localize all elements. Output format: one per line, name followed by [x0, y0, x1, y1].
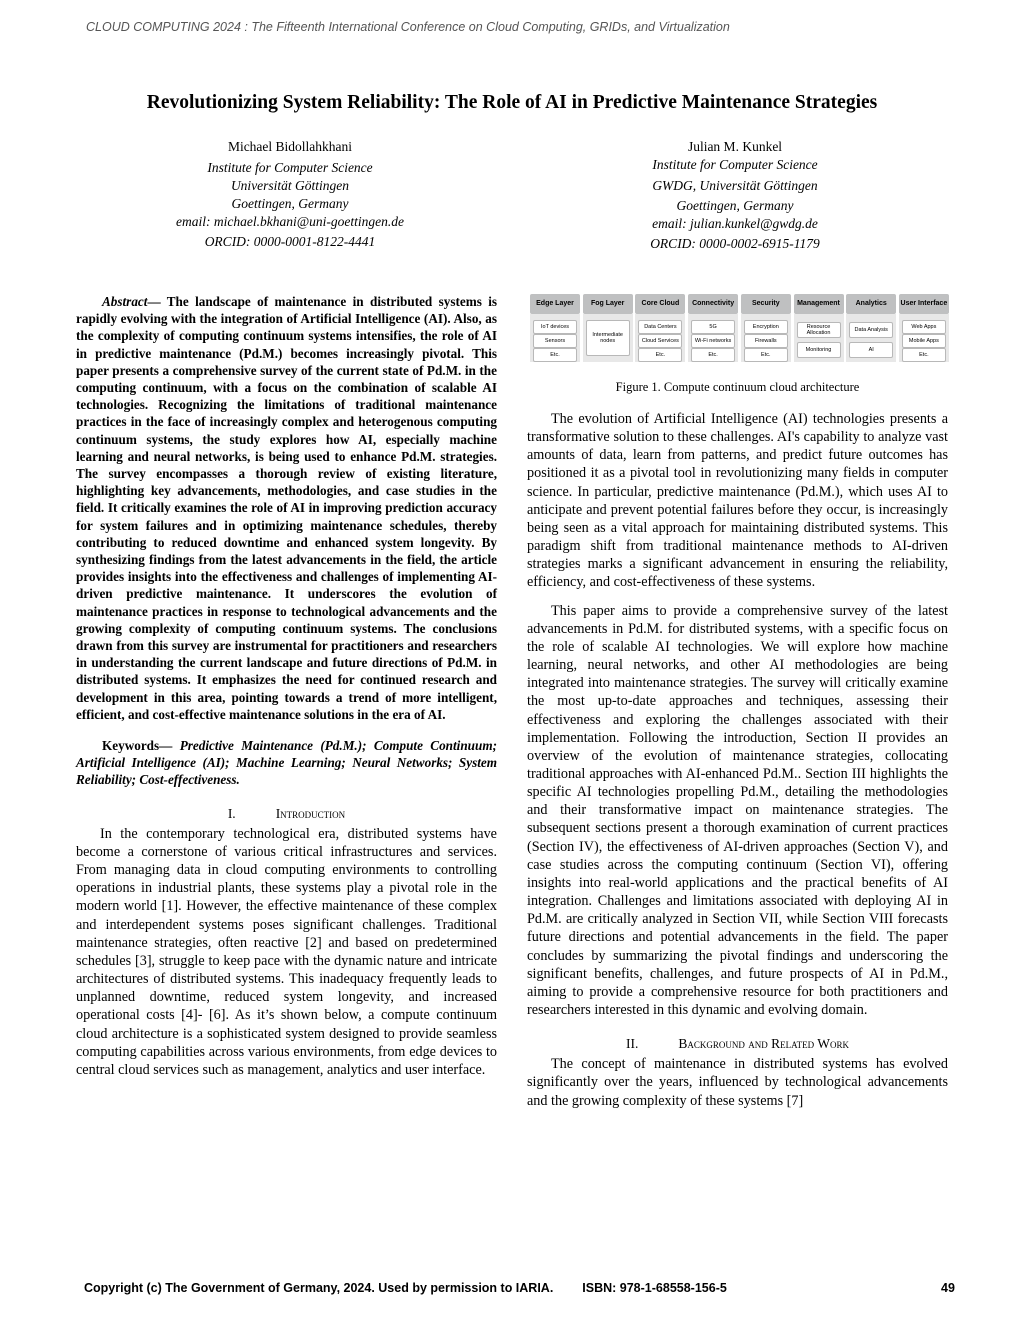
- author-university: GWDG, Universität Göttingen: [652, 178, 818, 193]
- right-column: [527, 410, 948, 1110]
- author-university: Universität Göttingen: [230, 178, 350, 193]
- figure-box: Web Apps: [902, 320, 946, 334]
- figure-column-header: Analytics: [846, 294, 896, 314]
- figure-box: Sensors: [533, 334, 577, 348]
- figure-column: [688, 314, 738, 362]
- figure-column: [741, 314, 791, 362]
- figure-column: [635, 314, 685, 362]
- figure-box: Intermediate nodes: [586, 320, 630, 356]
- figure-caption: Figure 1. Compute continuum cloud architecture: [615, 380, 860, 394]
- figure-architecture-diagram: [527, 290, 948, 374]
- figure-box: AI: [849, 342, 893, 358]
- figure-box: Cloud Services: [638, 334, 682, 348]
- figure-box: Etc.: [902, 348, 946, 362]
- author-location: Goettingen, Germany: [231, 196, 349, 211]
- intro-paragraph-1: In the contemporary technological era, distributed systems have become a cornerstone of various critical infrastructures and services. From managing data in cloud computing environments to controlling operations in industrial plants, these systems play a pivotal role in the modern world [1]. However, the effective maintenance of these complex and interdependent systems poses significant challenges. Traditional maintenance strategies, often reactive [2] and based on predetermined schedules [3], struggle to keep pace with the dynamic nature and intricate architectures of distributed systems. This inadequacy frequently leads to unplanned downtime, reduced system longevity, and increased operational costs [4]- [6]. As it’s shown below, a compute continuum cloud architecture is a sophisticated system designed to provide seamless computing capabilities across various environments, from edge devices to central cloud services such as management, analytics and user interface.: [76, 825, 497, 1078]
- author-block-1: [150, 138, 430, 251]
- figure-column-header: Management: [794, 294, 844, 314]
- abstract-label: Abstract: [102, 294, 148, 309]
- figure-box: Etc.: [691, 348, 735, 362]
- figure-box: Monitoring: [797, 342, 841, 358]
- abstract-text: The landscape of maintenance in distributed systems is rapidly evolving with the integration of Artificial Intelligence (AI). Also, as the complexity of computing continuum systems intensifies, the role of AI in predictive maintenance (Pd.M.) becomes increasingly pivotal. This paper presents a comprehensive survey of the current state of Pd.M. in the computing continuum, with a focus on the combination of scalable AI technologies. Recognizing the limitations of traditional maintenance practices in the face of increasingly complex and heterogenous computing continuum systems, the study explores how AI, especially machine learning and neural networks, is being used to enhance Pd.M. strategies. The survey encompasses a thorough review of existing literature, highlighting key advancements, methodologies, and case studies in the field. It critically examines the role of AI in improving prediction accuracy for system failures and in optimizing maintenance schedules, thereby contributing to reduced downtime and enhanced system longevity. By synthesizing findings from the latest advancements in the field, the article provides insights into the effectiveness and challenges of implementing AI-driven predictive maintenance. It underscores the evolution of maintenance practices in response to technological advancements and the growing complexity of computing continuum systems. The conclusions drawn from this survey are instrumental for practitioners and researchers in understanding the current landscape and future directions of Pd.M. in distributed systems. It emphasizes the need for continued research and development in this area, pointing towards a trend of more intelligent, efficient, and cost-effective maintenance solutions in the era of AI.: [76, 294, 497, 722]
- figure-box: Encryption: [744, 320, 788, 334]
- figure-column-header: Security: [741, 294, 791, 314]
- section-heading-introduction: [76, 805, 497, 823]
- intro-paragraph-3: This paper aims to provide a comprehensive survey of the latest advancements in Pd.M. for distributed systems, with a specific focus on the role of scalable AI technologies. We will explore how machine learning, neural networks, and other AI methodologies are being integrated into maintenance strategies. The survey will critically examine the most up-to-date approaches and techniques, assessing their effectiveness and exploring the challenges associated with their implementation. Following the introduction, Section II provides an overview of the evolution of maintenance strategies, collocating traditional approaches with AI-enhanced Pd.M.. Section III highlights the specific AI technologies propelling Pd.M., detailing the methodologies and their transformative impact on maintenance strategies. The subsequent sections present a thorough examination of current practices (Section IV), the effectiveness of AI-driven approaches (Section V), and case studies across the computing continuum (Section VI), offering insights into real-world applications and the practical benefits of AI integration. Challenges and limitations associated with deploying AI in Pd.M. are critically analyzed in Section VII, while Section VIII forecasts future directions and potential advancements in the field. The paper concludes by summarizing the pivotal findings and underscoring the significant benefits, challenges, and future prospects of AI in Pd.M., aiming to provide a comprehensive resource for both practitioners and researchers interested in this dynamic and evolving domain.: [527, 602, 948, 1018]
- author-location: Goettingen, Germany: [676, 198, 794, 213]
- figure-column: [794, 314, 844, 362]
- footer-isbn: ISBN: 978-1-68558-156-5: [582, 1281, 727, 1295]
- author-affiliation: Institute for Computer Science: [652, 157, 818, 172]
- figure-column: [846, 314, 896, 362]
- section-heading-background: [527, 1035, 948, 1053]
- footer-copyright: Copyright (c) The Government of Germany, 2024. Used by permission to IARIA.: [84, 1281, 554, 1295]
- figure-column-header: User Interface: [899, 294, 949, 314]
- figure-column-header: Edge Layer: [530, 294, 580, 314]
- running-header: CLOUD COMPUTING 2024 : The Fifteenth International Conference on Cloud Computing, GRIDs, and Virtualization: [86, 20, 730, 34]
- figure-box: Mobile Apps: [902, 334, 946, 348]
- page-number: 49: [941, 1281, 955, 1295]
- figure-box: Resource Allocation: [797, 322, 841, 338]
- keywords-label: Keywords—: [102, 738, 173, 754]
- figure-box: Wi-Fi networks: [691, 334, 735, 348]
- figure-column-header: Fog Layer: [583, 294, 633, 314]
- abstract-dash: —: [147, 294, 161, 309]
- left-column: [76, 293, 497, 1079]
- figure-box: Etc.: [744, 348, 788, 362]
- author-affiliation: Institute for Computer Science: [207, 160, 373, 175]
- keywords: [76, 737, 497, 789]
- section-number: II.: [625, 1036, 639, 1052]
- abstract: [76, 293, 497, 723]
- footer-copyright-isbn: [84, 1281, 727, 1295]
- section-title: Introduction: [275, 805, 346, 821]
- figure-box: Etc.: [638, 348, 682, 362]
- keywords-text: Predictive Maintenance (Pd.M.); Compute Continuum; Artificial Intelligence (AI); Machine Learning; Neural Networks; System Reliability; Cost-effectiveness.: [76, 738, 497, 788]
- author-email: email: julian.kunkel@gwdg.de: [652, 216, 818, 231]
- section-title: Background and Related Work: [678, 1036, 849, 1052]
- figure-column-header: Connectivity: [688, 294, 738, 314]
- intro-paragraph-2: The evolution of Artificial Intelligence (AI) technologies presents a transformative solution to these challenges. AI's capability to analyze vast amounts of data, learn from patterns, and predict future outcomes has positioned it as a pivotal tool in revolutionizing many fields in computer science. In particular, predictive maintenance (Pd.M.), which uses AI to anticipate and prevent potential failures before they occur, is increasingly being seen as a vital approach for maintaining distributed systems. This paradigm shift from traditional maintenance methods to AI-driven strategies marks a significant advancement in ensuring the reliability, efficiency, and cost-effectiveness of these systems.: [527, 411, 948, 591]
- author-orcid: ORCID: 0000-0002-6915-1179: [650, 236, 820, 251]
- figure-box: Data Analysis: [849, 322, 893, 338]
- figure-box: Etc.: [533, 348, 577, 362]
- author-name: Michael Bidollahkhani: [227, 139, 353, 154]
- background-paragraph-1: The concept of maintenance in distributed systems has evolved significantly over the years, influenced by technological advancements and the growing complexity of these systems [7]: [527, 1056, 948, 1109]
- author-email: email: michael.bkhani@uni-goettingen.de: [176, 214, 404, 229]
- paper-title: Revolutionizing System Reliability: The Role of AI in Predictive Maintenance Strategies: [146, 92, 878, 113]
- author-block-2: [620, 138, 850, 253]
- figure-column: [899, 314, 949, 362]
- author-orcid: ORCID: 0000-0001-8122-4441: [204, 234, 376, 249]
- figure-box: 5G: [691, 320, 735, 334]
- figure-column: [530, 314, 580, 362]
- figure-box: IoT devices: [533, 320, 577, 334]
- figure-box: Firewalls: [744, 334, 788, 348]
- figure-box: Data Centers: [638, 320, 682, 334]
- section-number: I.: [227, 805, 236, 821]
- author-name: Julian M. Kunkel: [687, 139, 783, 154]
- figure-column-header: Core Cloud: [635, 294, 685, 314]
- figure-column: [583, 314, 633, 362]
